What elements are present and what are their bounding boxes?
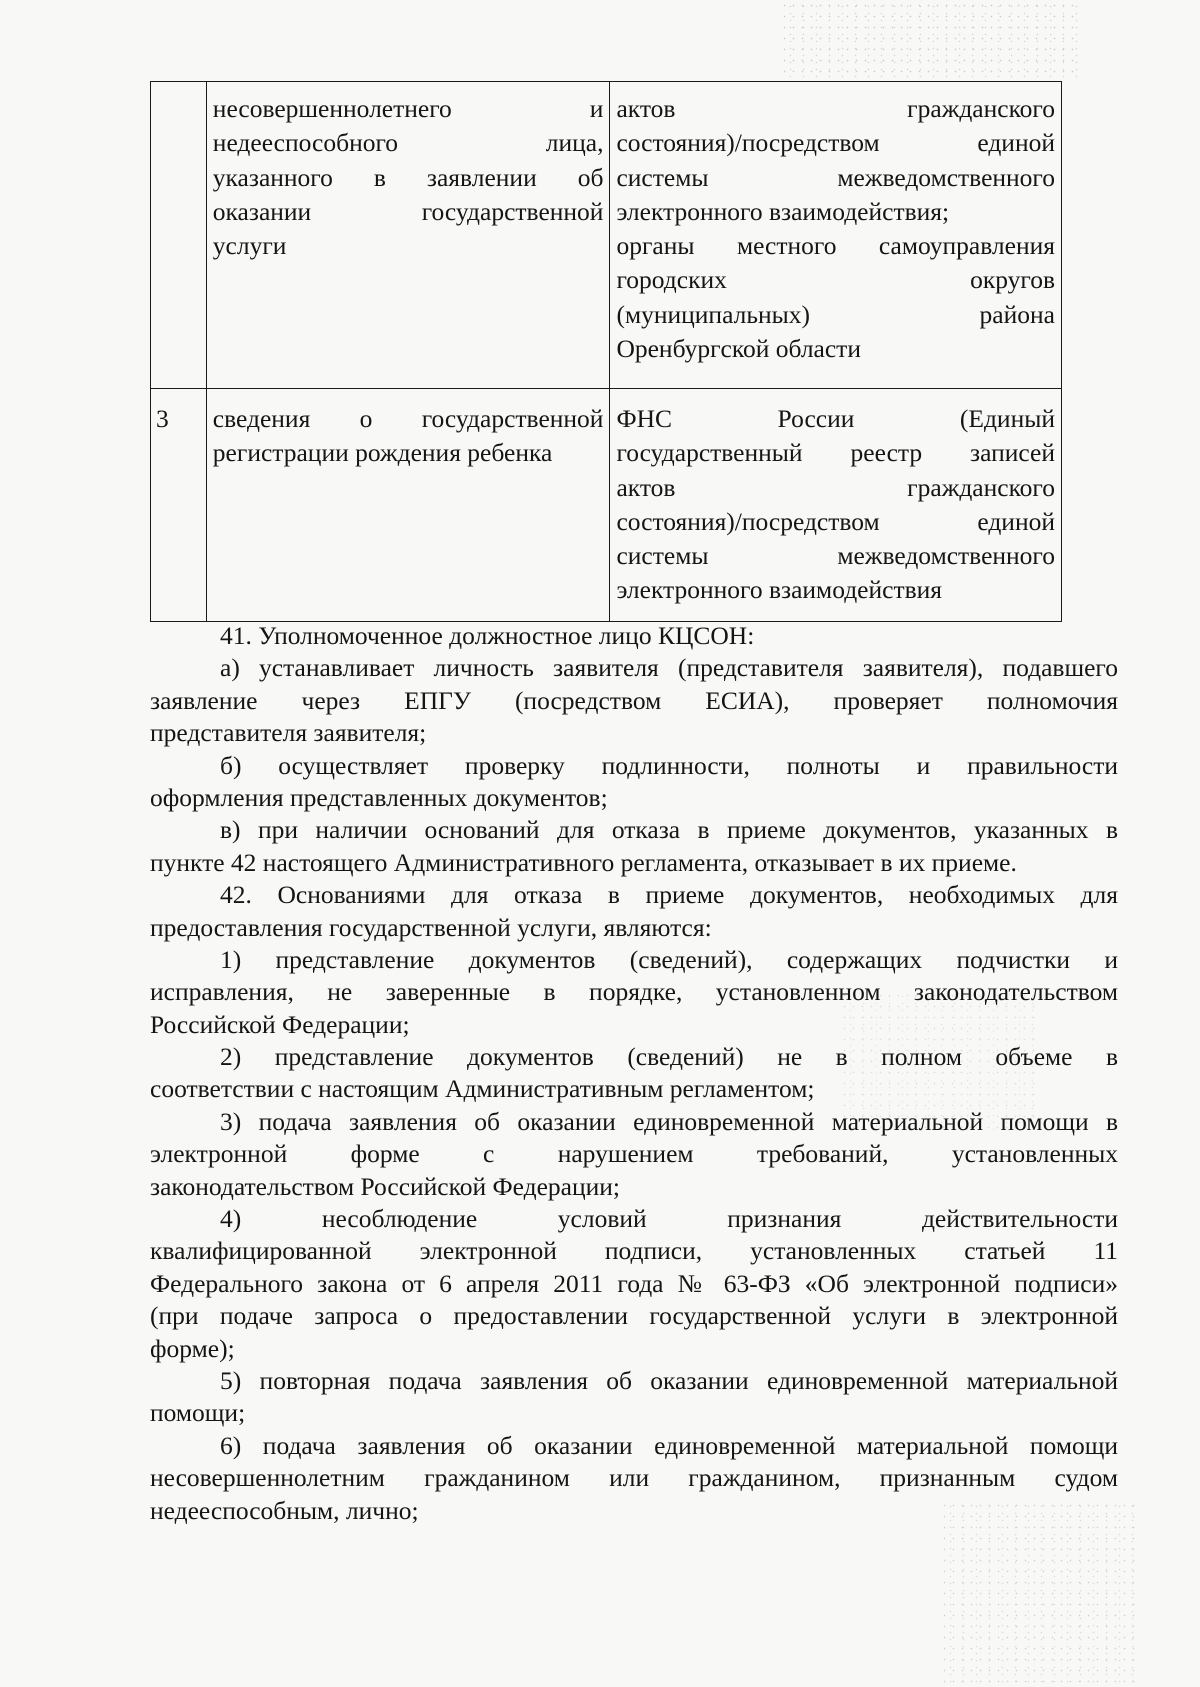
table-row — [151, 389, 1062, 622]
row-number: 3 — [151, 389, 207, 622]
paragraph-line: недееспособным, лично; — [150, 1495, 419, 1525]
paragraph-line: законодательством Российской Федерации; — [150, 1171, 621, 1201]
paragraph — [150, 652, 1118, 749]
table-row — [151, 82, 1062, 389]
paragraph-line: форме); — [150, 1333, 235, 1363]
info-cell: несовершеннолетнего и недееспособного лица, указанного в заявлении об оказании государственной услуги — [206, 82, 610, 389]
paragraph-line: помощи; — [150, 1398, 246, 1428]
sources-table — [150, 81, 1062, 622]
paragraph — [150, 1365, 1118, 1430]
source-cell: ФНС России (Единый государственный реестр записей актов гражданского состояния)/посредством единой системы межведомственного электронного взаимодействия — [610, 389, 1062, 622]
regulation-text — [150, 620, 1118, 1527]
paragraph-line: 1) представление документов (сведений), содержащих подчистки и — [220, 944, 1118, 974]
paragraph-line: несовершеннолетним гражданином или гражданином, признанным судом — [150, 1463, 1118, 1493]
paragraph-line: 42. Основаниями для отказа в приеме документов, необходимых для — [220, 880, 1118, 910]
paragraph-line: представителя заявителя; — [150, 718, 427, 748]
paragraph-line: б) осуществляет проверку подлинности, полноты и правильности — [220, 750, 1118, 780]
paragraph-line: исправления, не заверенные в порядке, установленном законодательством — [150, 977, 1118, 1007]
scan-noise-top-right — [780, 0, 1080, 80]
paragraph-line: пункте 42 настоящего Административного регламента, отказывает в их приеме. — [150, 847, 1017, 877]
paragraph-line: 41. Уполномоченное должностное лицо КЦСОН: — [220, 621, 755, 650]
paragraph-line: предоставления государственной услуги, являются: — [150, 912, 712, 942]
paragraph-line: заявление через ЕПГУ (посредством ЕСИА), проверяет полномочия — [150, 685, 1118, 715]
paragraph — [150, 1106, 1118, 1203]
paragraph — [150, 944, 1118, 1041]
scan-noise-bottom-right — [940, 1500, 1140, 1687]
paragraph-line: а) устанавливает личность заявителя (представителя заявителя), подавшего — [220, 653, 1118, 683]
paragraph-line: 5) повторная подача заявления об оказании единовременной материальной — [220, 1365, 1118, 1395]
paragraph-line: в) при наличии оснований для отказа в приеме документов, указанных в — [220, 815, 1118, 845]
info-cell: сведения о государственной регистрации рождения ребенка — [206, 389, 610, 622]
paragraph — [150, 1203, 1118, 1365]
source-cell: актов гражданского состояния)/посредством единой системы межведомственного электронного взаимодействия; органы местного самоуправления городских округов (муниципальных) района Оренбургской области — [610, 82, 1062, 389]
paragraph-line: 6) подача заявления об оказании единовременной материальной помощи — [220, 1430, 1118, 1460]
paragraph-line: 2) представление документов (сведений) не в полном объеме в — [220, 1042, 1118, 1072]
paragraph-line: оформления представленных документов; — [150, 782, 608, 812]
paragraph — [150, 814, 1118, 879]
paragraph — [150, 1041, 1118, 1106]
paragraph — [150, 750, 1118, 815]
paragraph-line: 4) несоблюдение условий признания действительности — [220, 1204, 1118, 1234]
paragraph-line: 3) подача заявления об оказании единовременной материальной помощи в — [220, 1106, 1118, 1136]
paragraph-line: электронной форме с нарушением требований, установленных — [150, 1139, 1118, 1169]
paragraph-line: квалифицированной электронной подписи, установленных статьей 11 — [150, 1236, 1118, 1266]
paragraph-line: соответствии с настоящим Административным регламентом; — [150, 1074, 815, 1104]
paragraph-line: Федерального закона от 6 апреля 2011 года № 63-ФЗ «Об электронной подписи» — [150, 1268, 1118, 1298]
paragraph-line: Российской Федерации; — [150, 1009, 410, 1039]
paragraph — [150, 1430, 1118, 1527]
paragraph-line: (при подаче запроса о предоставлении государственной услуги в электронной — [150, 1301, 1118, 1331]
paragraph — [150, 620, 1118, 652]
row-number — [151, 82, 207, 389]
paragraph — [150, 879, 1118, 944]
